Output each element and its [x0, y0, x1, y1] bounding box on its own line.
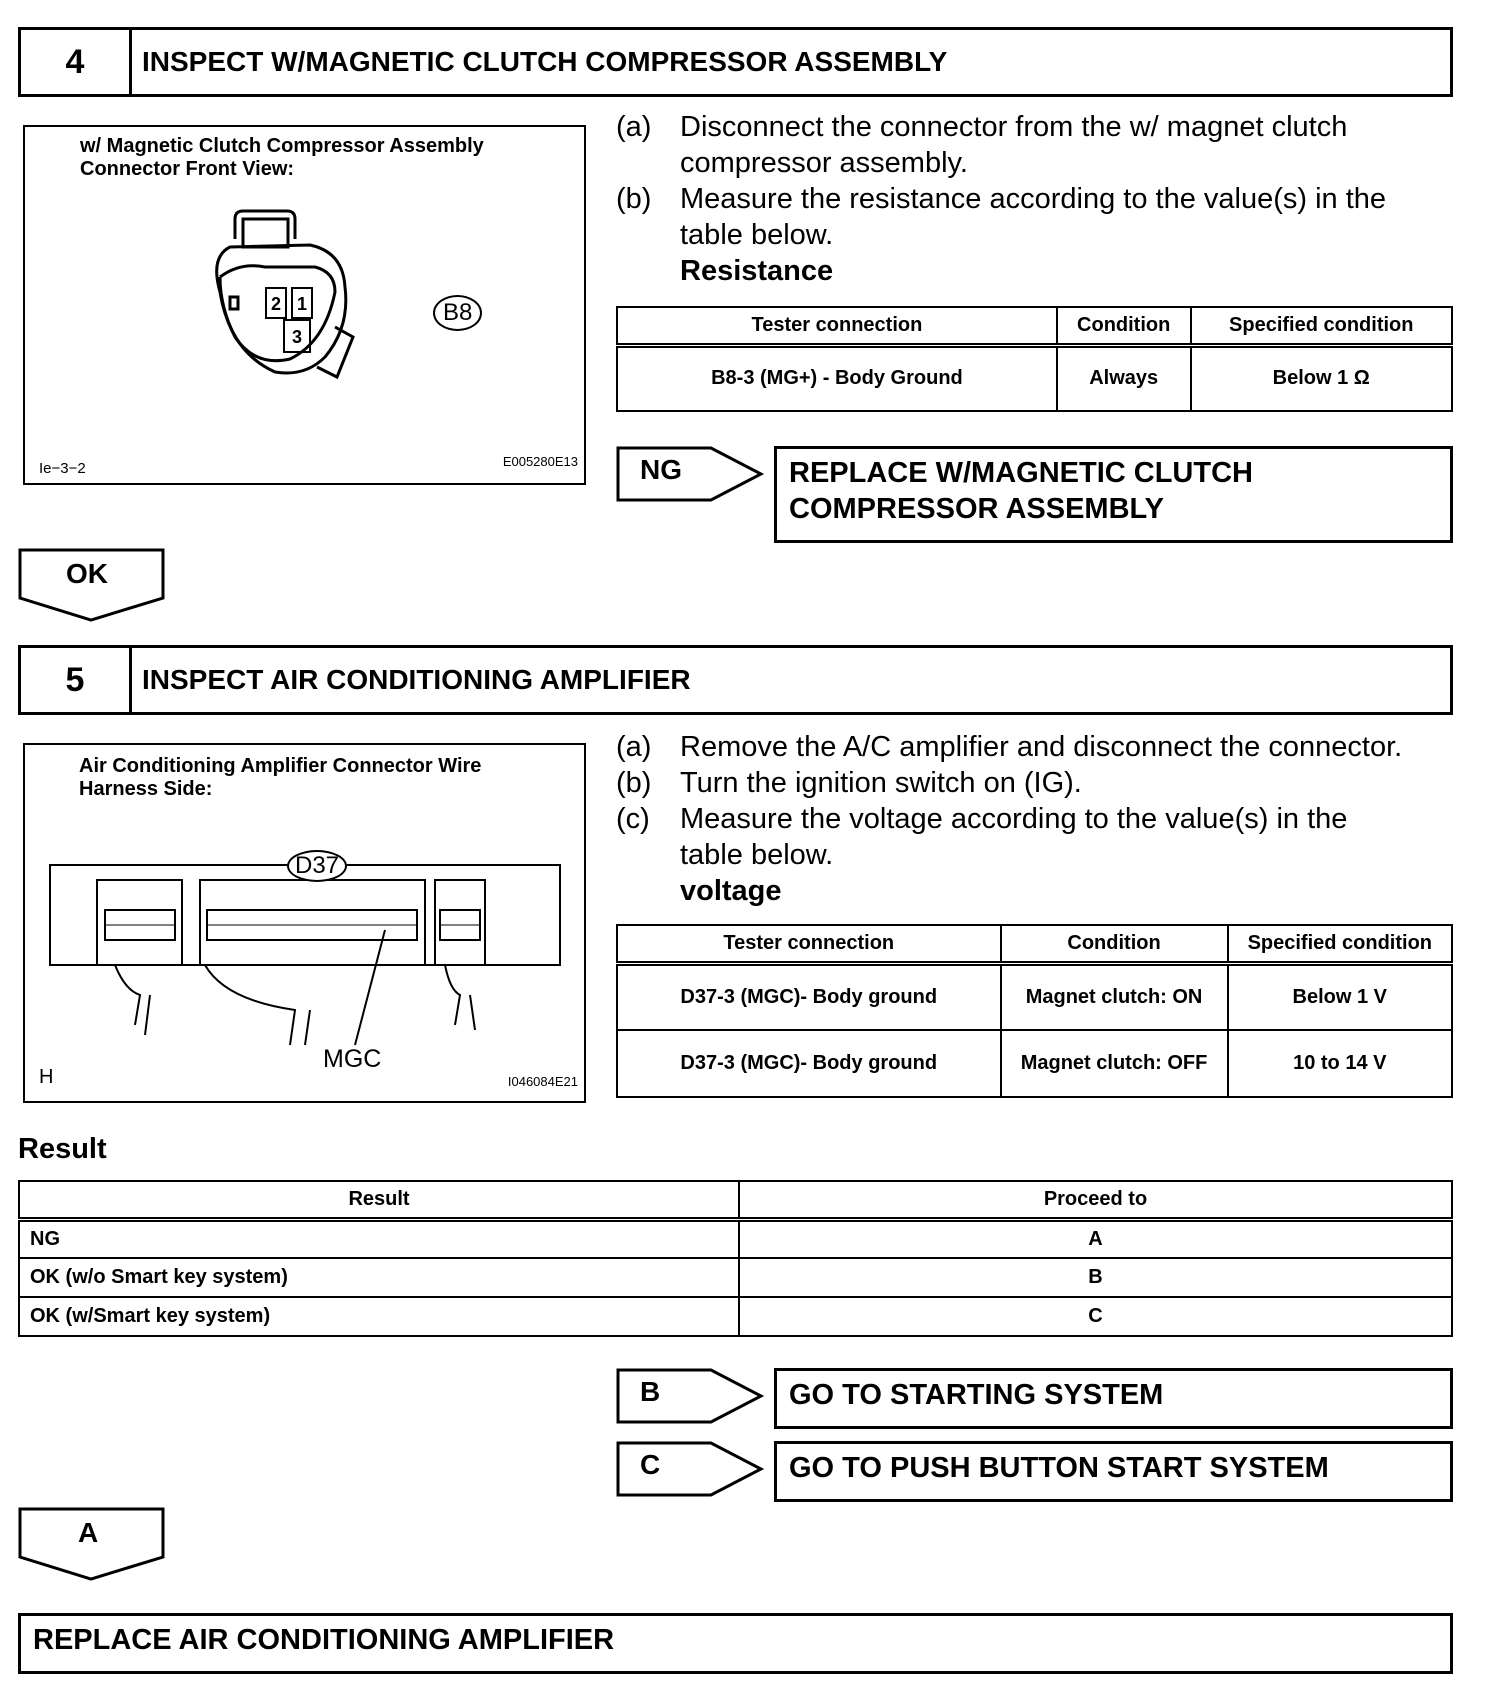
table-header: Condition [1057, 307, 1191, 345]
branch-b-action: GO TO STARTING SYSTEM [774, 1368, 1453, 1429]
resistance-table [616, 306, 1453, 412]
connector-b8-figure [23, 125, 586, 485]
a-arrow [18, 1507, 166, 1586]
table-cell: B [739, 1258, 1452, 1297]
table-cell: Below 1 V [1228, 963, 1452, 1030]
arrow-right-icon [616, 1368, 766, 1426]
branch-label: C [640, 1449, 661, 1480]
table-header: Specified condition [1228, 925, 1452, 963]
result-title: Result [18, 1133, 107, 1165]
table-cell: Below 1 Ω [1191, 345, 1452, 411]
step-text: Disconnect the connector from the w/ magnet clutch compressor assembly. [680, 111, 1348, 179]
step-number: 5 [21, 648, 132, 712]
table-row [617, 1030, 1452, 1097]
table-header: Tester connection [617, 307, 1057, 345]
table-cell: OK (w/o Smart key system) [19, 1258, 739, 1297]
table-row [19, 1258, 1452, 1297]
figure-ref-right: E005280E13 [502, 454, 578, 469]
branch-c-arrow [616, 1441, 766, 1504]
table-cell: Always [1057, 345, 1191, 411]
table-cell: A [739, 1219, 1452, 1258]
table-cell: B8-3 (MG+) - Body Ground [617, 345, 1057, 411]
branch-c-action: GO TO PUSH BUTTON START SYSTEM [774, 1441, 1453, 1502]
connector-label-b8: B8 [433, 295, 482, 331]
table-header: Tester connection [617, 925, 1001, 963]
ok-label: OK [66, 558, 108, 589]
step-text: Turn the ignition switch on (IG). [680, 767, 1082, 799]
figure-ref-left: H [39, 1066, 54, 1088]
step-label: (c) [616, 803, 650, 835]
table-cell: 10 to 14 V [1228, 1030, 1452, 1097]
table-header: Proceed to [739, 1181, 1452, 1219]
step-5-header [18, 645, 1453, 715]
mgc-pin-label: MGC [323, 1045, 382, 1073]
table-cell: C [739, 1297, 1452, 1336]
table-cell: OK (w/Smart key system) [19, 1297, 739, 1336]
table-cell: Magnet clutch: ON [1001, 963, 1228, 1030]
pin-1: 1 [291, 287, 313, 319]
table-header: Result [19, 1181, 739, 1219]
step-text: Remove the A/C amplifier and disconnect the connector. [680, 731, 1403, 763]
step-label: (b) [616, 183, 652, 215]
table-cell: D37-3 (MGC)- Body ground [617, 1030, 1001, 1097]
figure-caption: Connector Front View: [80, 158, 295, 180]
figure-ref-right: I046084E21 [507, 1074, 578, 1089]
table-header: Condition [1001, 925, 1228, 963]
branch-label: B [640, 1376, 661, 1407]
table-cell: D37-3 (MGC)- Body ground [617, 963, 1001, 1030]
step-label: (b) [616, 767, 652, 799]
amplifier-connector-figure [23, 743, 586, 1103]
table-row [617, 345, 1452, 411]
step-text: Measure the resistance according to the value(s) in the table below. [680, 183, 1387, 251]
table-title: Resistance [680, 255, 834, 287]
table-header: Specified condition [1191, 307, 1452, 345]
step-4-instructions [616, 109, 1456, 289]
table-cell: Magnet clutch: OFF [1001, 1030, 1228, 1097]
a-label: A [78, 1517, 99, 1548]
final-action-box: REPLACE AIR CONDITIONING AMPLIFIER [18, 1613, 1453, 1674]
step-number: 4 [21, 30, 132, 94]
arrow-right-icon [616, 1441, 766, 1499]
figure-ref-left: Ie−3−2 [39, 460, 86, 477]
figure-caption: Air Conditioning Amplifier Connector Wire [79, 755, 482, 777]
step-title: INSPECT AIR CONDITIONING AMPLIFIER [142, 664, 691, 695]
amplifier-diagram [25, 745, 588, 1105]
arrow-right-icon [616, 446, 766, 504]
step-text: Measure the voltage according to the value(s) in the table below. [680, 803, 1348, 871]
step-4-header [18, 27, 1453, 97]
table-row [19, 1297, 1452, 1336]
table-cell: NG [19, 1219, 739, 1258]
pin-2: 2 [265, 287, 287, 319]
table-row [19, 1219, 1452, 1258]
figure-caption: w/ Magnetic Clutch Compressor Assembly [80, 135, 484, 157]
figure-caption: Harness Side: [79, 778, 213, 800]
voltage-table [616, 924, 1453, 1098]
step-label: (a) [616, 111, 652, 143]
ng-action-box: REPLACE W/MAGNETIC CLUTCH COMPRESSOR ASSEMBLY [774, 446, 1453, 543]
ok-arrow [18, 548, 166, 627]
ng-arrow [616, 446, 766, 509]
table-row [617, 963, 1452, 1030]
result-table [18, 1180, 1453, 1337]
step-label: (a) [616, 731, 652, 763]
connector-label-d37: D37 [287, 850, 347, 882]
step-5-instructions [616, 729, 1496, 909]
table-title: voltage [680, 875, 782, 907]
branch-b-arrow [616, 1368, 766, 1431]
step-title: INSPECT W/MAGNETIC CLUTCH COMPRESSOR ASSEMBLY [142, 46, 948, 77]
ng-label: NG [640, 454, 682, 485]
pin-3: 3 [283, 319, 311, 353]
